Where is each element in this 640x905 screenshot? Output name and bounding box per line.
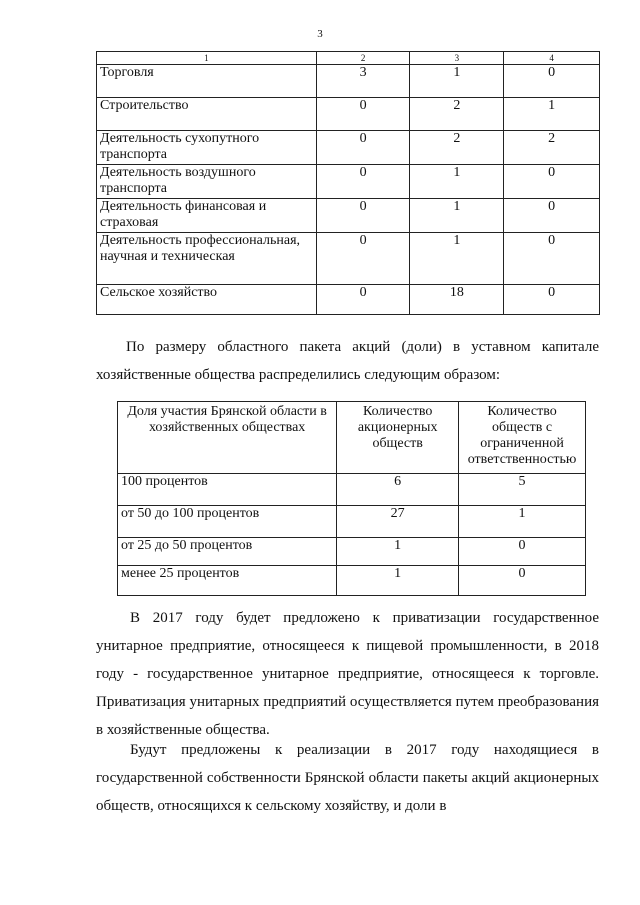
industry-label: Деятельность финансовая и страховая: [97, 199, 317, 233]
table-cell: 2: [410, 98, 504, 131]
table-cell: 2: [410, 131, 504, 165]
table-cell: 0: [504, 65, 600, 98]
share-label: менее 25 процентов: [118, 566, 337, 596]
page-number: 3: [317, 28, 323, 40]
table-cell: 1: [410, 65, 504, 98]
table-cell: 1: [504, 98, 600, 131]
table-cell: 5: [459, 474, 586, 506]
table-cell: 1: [410, 165, 504, 199]
table-cell: 0: [504, 199, 600, 233]
column-header: 3: [410, 52, 504, 65]
paragraph-share-distribution: По размеру областного пакета акций (доли) в уставном капитале хозяйственные общества распределились следующим образом:: [96, 339, 599, 383]
table-cell: 1: [337, 566, 459, 596]
table-cell: 6: [337, 474, 459, 506]
industry-label: Деятельность сухопутного транспорта: [97, 131, 317, 165]
table-row: [97, 285, 600, 315]
table-row: [97, 98, 600, 131]
industry-label: Деятельность профессиональная, научная и техническая: [97, 233, 317, 285]
share-label: от 25 до 50 процентов: [118, 538, 337, 566]
column-header: 4: [504, 52, 600, 65]
column-header: 1: [97, 52, 317, 65]
table-cell: 0: [504, 165, 600, 199]
table-cell: 0: [316, 131, 410, 165]
table-cell: 0: [459, 538, 586, 566]
table-cell: 0: [316, 233, 410, 285]
industry-table: [96, 51, 600, 315]
table-cell: 0: [504, 233, 600, 285]
column-header: Доля участия Брянской области в хозяйственных обществах: [118, 402, 337, 474]
table-cell: 0: [316, 285, 410, 315]
table-cell: 0: [316, 199, 410, 233]
table-row: [97, 165, 600, 199]
share-table-header-row: [118, 402, 586, 474]
table-cell: 3: [316, 65, 410, 98]
share-label: от 50 до 100 процентов: [118, 506, 337, 538]
paragraph-sale-offer: Будут предложены к реализации в 2017 году находящиеся в государственной собственности Брянской области пакеты акций акционерных обществ, относящихся к сельскому хозяйству, и доли в: [96, 742, 599, 814]
industry-label: Сельское хозяйство: [97, 285, 317, 315]
table-cell: 27: [337, 506, 459, 538]
table-cell: 18: [410, 285, 504, 315]
table-cell: 0: [504, 285, 600, 315]
table-row: [97, 65, 600, 98]
table-cell: 1: [459, 506, 586, 538]
column-header: 2: [316, 52, 410, 65]
share-label: 100 процентов: [118, 474, 337, 506]
share-table: [117, 401, 586, 596]
table-cell: 0: [316, 165, 410, 199]
table-row: [118, 566, 586, 596]
table-row: [97, 233, 600, 285]
industry-label: Торговля: [97, 65, 317, 98]
table-row: [118, 474, 586, 506]
table-row: [118, 538, 586, 566]
column-header: Количество акционерных обществ: [337, 402, 459, 474]
table-cell: 1: [337, 538, 459, 566]
table-cell: 1: [410, 233, 504, 285]
industry-table-header-row: [97, 52, 600, 65]
table-cell: 2: [504, 131, 600, 165]
paragraph-privatization: В 2017 году будет предложено к приватизации государственное унитарное предприятие, относящееся к пищевой промышленности, в 2018 году - государственное унитарное предприятие, относящееся к торговле. Приватизация унитарных предприятий осуществляется путем преобразования в хозяйственные общества.: [96, 610, 599, 738]
table-row: [97, 199, 600, 233]
table-row: [118, 506, 586, 538]
industry-label: Деятельность воздушного транспорта: [97, 165, 317, 199]
table-row: [97, 131, 600, 165]
table-cell: 0: [459, 566, 586, 596]
table-cell: 1: [410, 199, 504, 233]
column-header: Количество обществ с ограниченной ответственностью: [459, 402, 586, 474]
industry-label: Строительство: [97, 98, 317, 131]
table-cell: 0: [316, 98, 410, 131]
